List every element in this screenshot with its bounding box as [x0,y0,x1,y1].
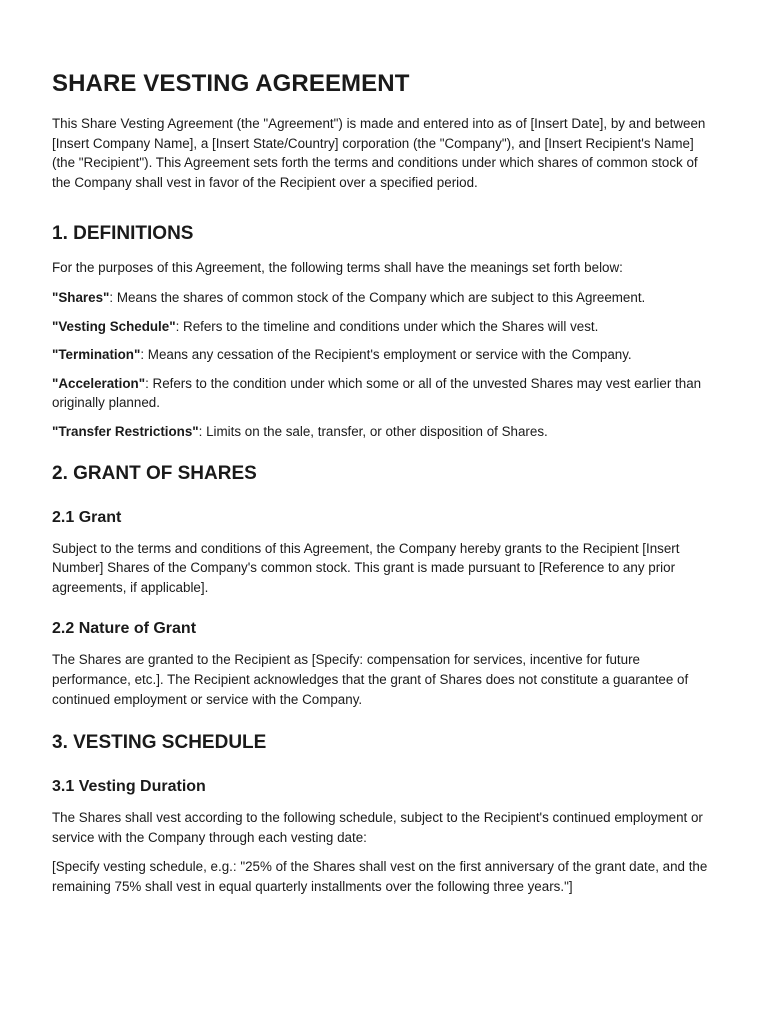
document-title: SHARE VESTING AGREEMENT [52,70,410,97]
definition-text: : Means any cessation of the Recipient's employment or service with the Company. [140,347,632,363]
definition-item [52,317,718,337]
definitions-lead: For the purposes of this Agreement, the following terms shall have the meanings set forth below: [52,260,623,276]
vesting-duration-paragraph: The Shares shall vest according to the following schedule, subject to the Recipient's continued employment or service with the Company through each vesting date: [52,810,703,845]
subsection-heading-nature-of-grant: 2.2 Nature of Grant [52,620,197,638]
subsection-heading-vesting-duration: 3.1 Vesting Duration [52,778,206,796]
vesting-schedule-example: [Specify vesting schedule, e.g.: "25% of the Shares shall vest on the first anniversary of the grant date, and the remaining 75% shall vest in equal quarterly installments over the following three years."] [52,859,708,894]
definition-item [52,345,718,365]
definition-term: "Termination" [52,347,141,363]
definition-item [52,288,718,308]
definition-term: "Shares" [52,289,110,305]
definition-text: : Refers to the condition under which some or all of the unvested Shares may vest earlier than originally planned. [52,375,702,411]
nature-of-grant-paragraph: The Shares are granted to the Recipient as [Specify: compensation for services, incentive for future performance, etc.]. The Recipient acknowledges that the grant of Shares does not constitute a guarantee of continued employment or service with the Company. [52,652,689,707]
definition-item [52,422,718,442]
definition-text: : Limits on the sale, transfer, or other disposition of Shares. [198,423,548,439]
definition-text: : Means the shares of common stock of the Company which are subject to this Agreement. [109,289,646,305]
subsection-heading-grant: 2.1 Grant [52,508,122,526]
definition-term: "Transfer Restrictions" [52,423,199,439]
section-heading-vesting-schedule: 3. VESTING SCHEDULE [52,732,267,754]
grant-paragraph: Subject to the terms and conditions of this Agreement, the Company hereby grants to the Recipient [Insert Number] Shares of the Company's common stock. This grant is made pursuant to [Reference to any prior agreements, if applicable]. [52,540,680,595]
intro-paragraph: This Share Vesting Agreement (the "Agreement") is made and entered into as of [Insert Date], by and between [Insert Company Name], a [Insert State/Country] corporation (the "Company"), and [Insert Recipient's Name] (the "Recipient"). This Agreement sets forth the terms and conditions under which shares of common stock of the Company shall vest in favor of the Recipient over a specified period. [52,116,706,190]
definition-item [52,374,718,413]
definition-term: "Acceleration" [52,375,146,391]
section-heading-grant: 2. GRANT OF SHARES [52,462,257,484]
section-heading-definitions: 1. DEFINITIONS [52,223,194,245]
definition-text: : Refers to the timeline and conditions under which the Shares will vest. [175,318,599,334]
definition-term: "Vesting Schedule" [52,318,176,334]
